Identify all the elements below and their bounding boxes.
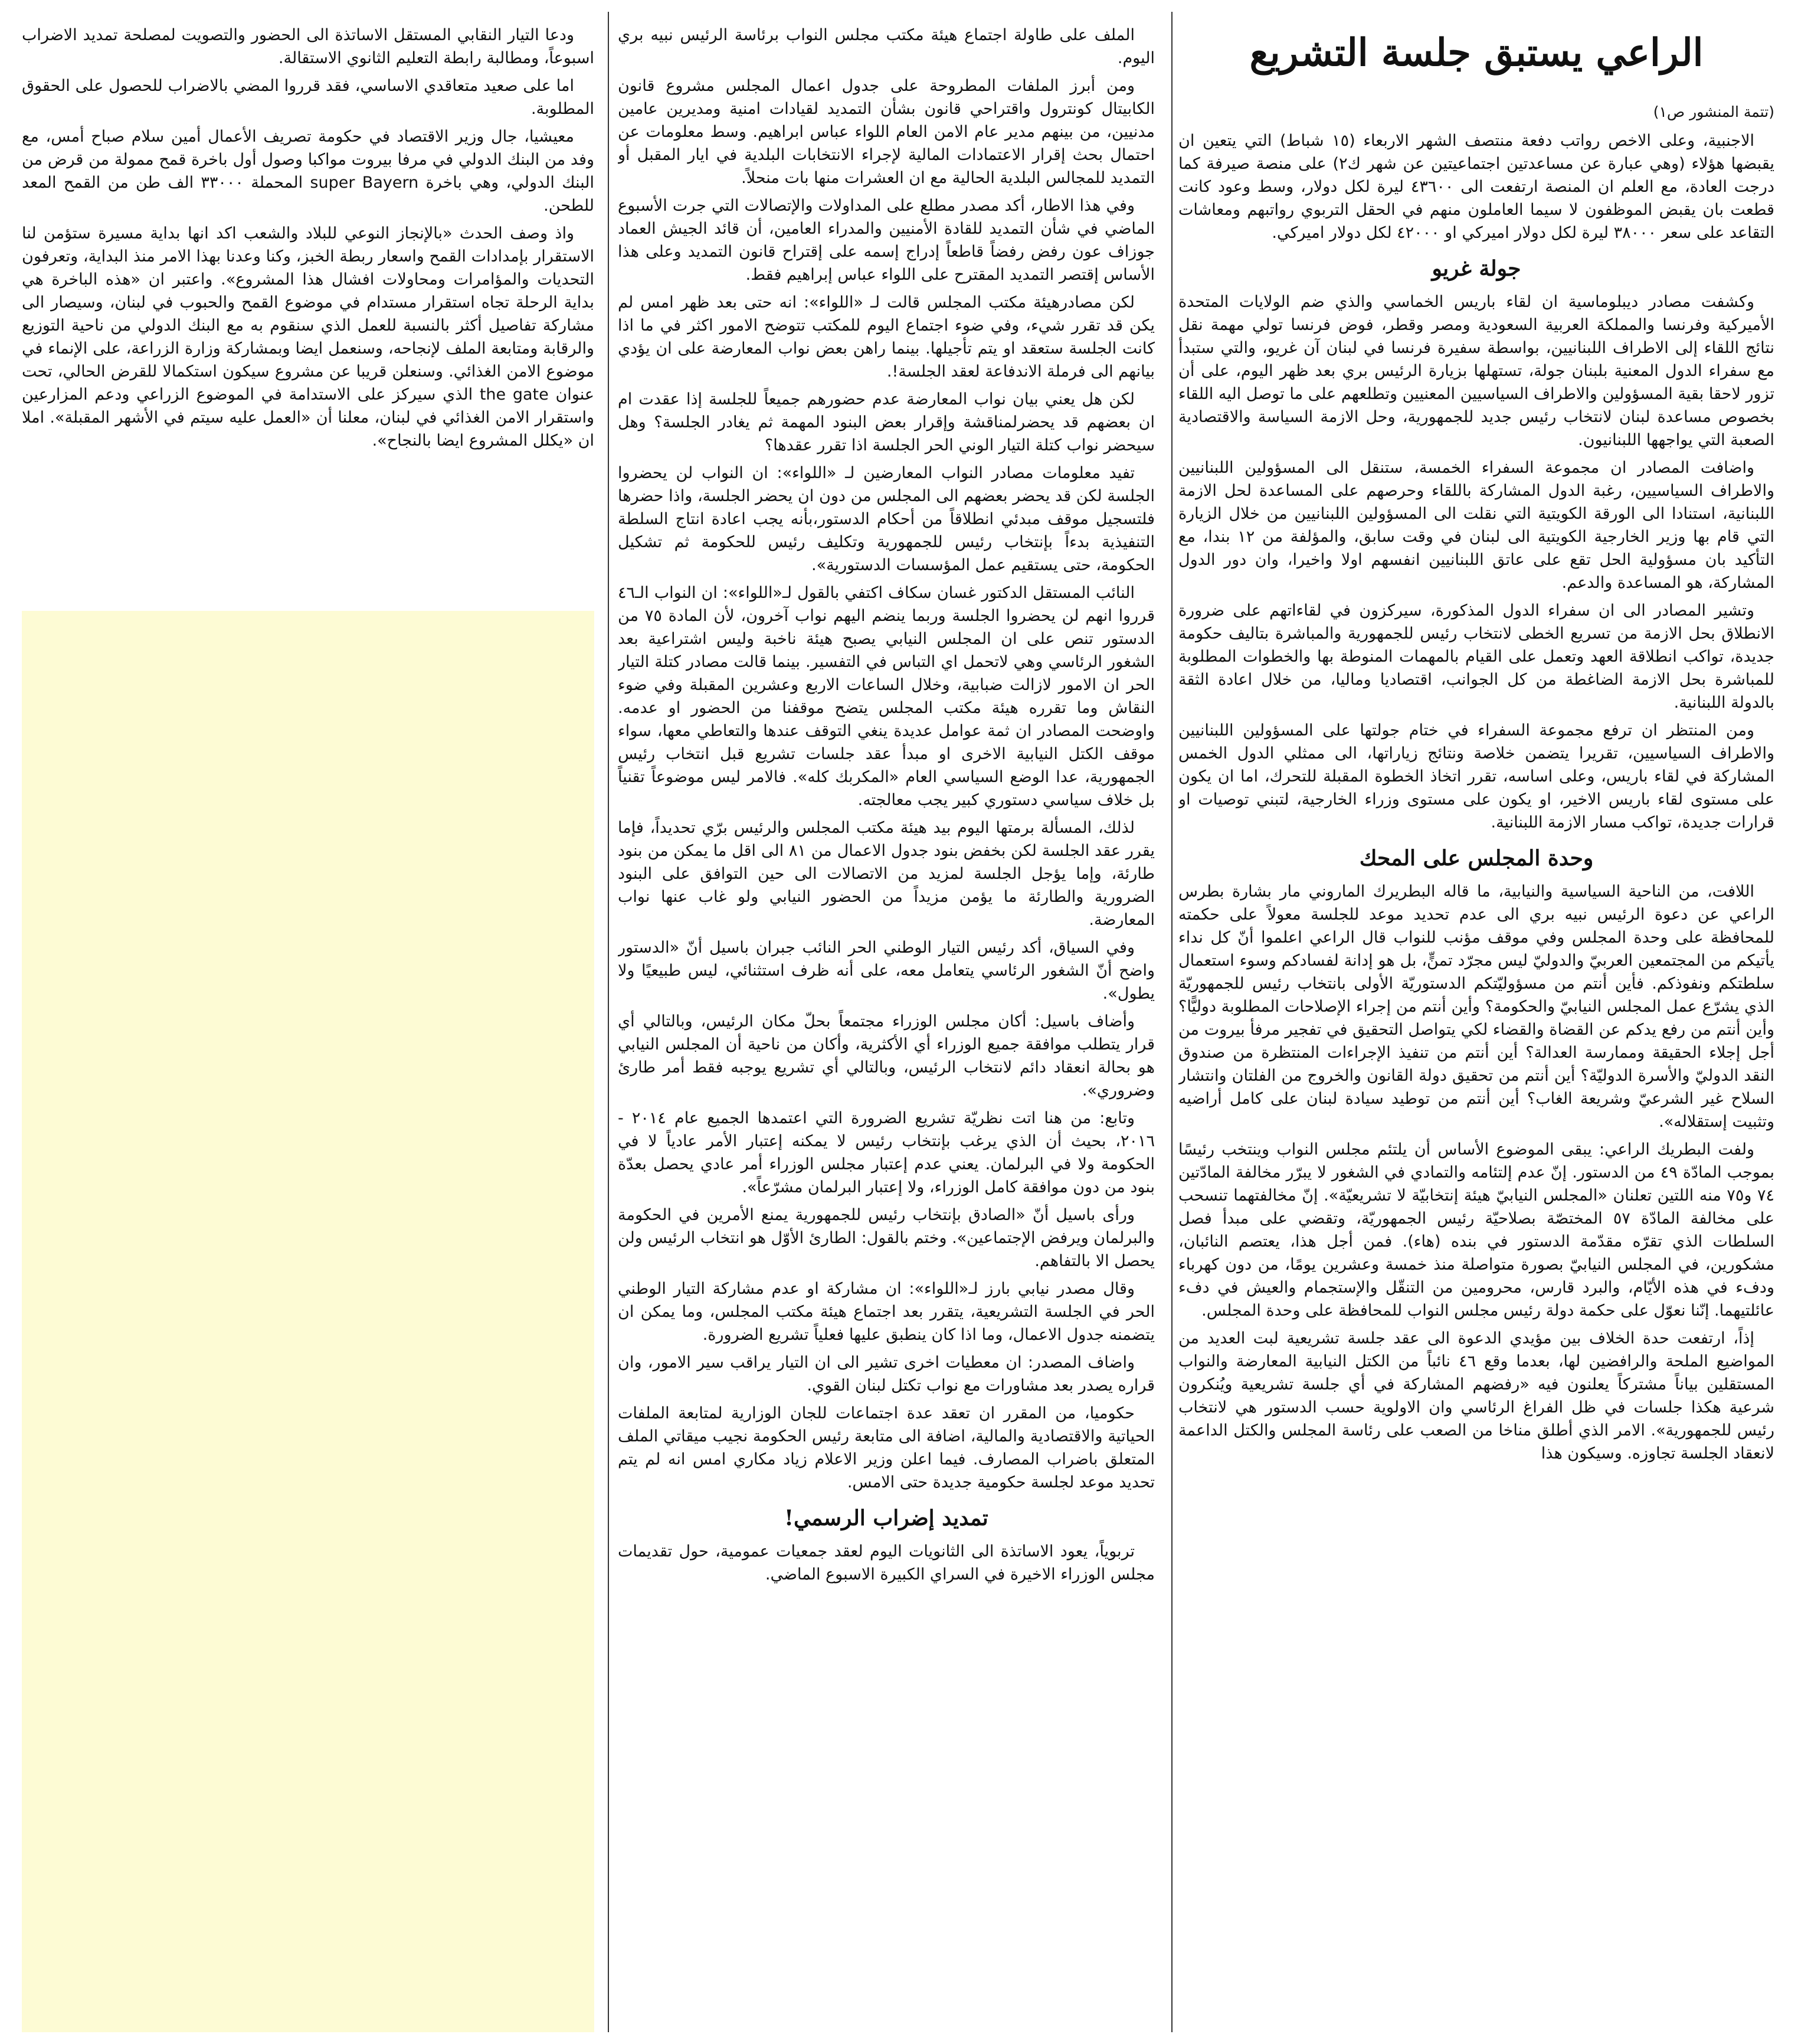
article-column-middle xyxy=(618,24,1155,2032)
subheading: وحدة المجلس على المحك xyxy=(1359,846,1594,871)
paragraph: الاجنبية، وعلى الاخص رواتب دفعة منتصف الشهر الاربعاء (١٥ شباط) التي يتعين ان يقبضها هؤلاء (وهي عبارة عن مساعدتين اجتماعيتين عن شهر ك٢) على منصة صيرفة كما درجت العادة، مع العلم ان المنصة ارتفعت الى ٤٣٦٠٠ ليرة لكل دولار، وسط وعود كانت قطعت بان يقبض الموظفون لا سيما العاملون منهم في الحقل التربوي رواتبهم ومعاشات التقاعد على سعر ٣٨٠٠٠ ليرة لكل دولار اميركي او ٤٢٠٠٠ لكل دولار اميركي. xyxy=(1178,132,1774,242)
column-rule-left xyxy=(608,12,609,2032)
paragraph: معيشيا، جال وزير الاقتصاد في حكومة تصريف الأعمال أمين سلام صباح أمس، مع وفد من البنك الدولي في مرفا بيروت مواكبا وصول أول باخرة قمح ممولة من قرض من البنك الدولي، وهي باخرة super Bayern المحملة ٣٣٠٠٠ الف طن من القمح المعد للطحن. xyxy=(22,127,594,215)
paragraph: وفي السياق، أكد رئيس التيار الوطني الحر النائب جبران باسيل أنّ «الدستور واضح أنّ الشغور الرئاسي يتعامل معه، على أنه ظرف استثنائي، ليس طبيعيًا ولا يطول». xyxy=(618,938,1155,1003)
paragraph: ولفت البطريك الراعي: يبقى الموضوع الأساس أن يلتئم مجلس النواب وينتخب رئيسًا بموجب المادّة ٤٩ من الدستور. إنّ عدم إلتئامه والتمادي في الشغور لا يبرّر مخالفة المادّتين ٧٤ و٧٥ منه اللتين تعلنان «المجلس النيابيّ هيئة إنتخابيّة لا تشريعيّة». إنّ مخالفتهما تنسحب على مخالفة المادّة ٥٧ المختصّة بصلاحيّة رئيس الجمهوريّة، وتقضي على مبدأ فصل السلطات الذي تقرّه مقدّمة الدستور في بنده (هاء). فمن أجل هذا، يعتصم النائبان، مشكورين، في المجلس النيابيّ بصورة متواصلة منذ خمسة وعشرين يومًا، من دون كهرباء ودفء في هذه الأيّام، والبرد قارس، محرومين من التنقّل والإستجمام والعيش في دفء عائلتيهما. إنّنا نعوّل على حكمة دولة رئيس مجلس النواب للمحافظة على وحدة المجلس. xyxy=(1178,1140,1774,1320)
paragraph: اما على صعيد متعاقدي الاساسي، فقد قرروا المضي بالاضراب للحصول على الحقوق المطلوبة. xyxy=(22,77,594,118)
paragraph: وأضاف باسيل: أكان مجلس الوزراء مجتمعاً بحلّ مكان الرئيس، وبالتالي أي قرار يتطلب موافقة جميع الوزراء أي الأكثرية، وأكان من ناحية أن المجلس النيابي هو بحالة انعقاد دائم لانتخاب الرئيس، وبالتالي أي تشريع يوجبه فقط أمر طارئ وضروري». xyxy=(618,1012,1155,1100)
headline: الراعي يستبق جلسة التشريع xyxy=(1249,31,1704,75)
paragraph: ومن أبرز الملفات المطروحة على جدول اعمال المجلس مشروع قانون الكابيتال كونترول واقتراحي قانون بشأن التمديد لقيادات امنية ومديرين عامين مدنيين، من بينهم مدير عام الامن العام اللواء عباس ابراهيم. وسط معلومات عن احتمال بحث إقرار الاعتمادات المالية لإجراء الانتخابات البلدية في ايار المقبل أو التمديد للمجالس البلدية الحالية مع ان العشرات منها بات منحلاً. xyxy=(618,77,1155,187)
article-column-left xyxy=(22,24,594,614)
subheading: تمديد إضراب الرسمي! xyxy=(784,1506,988,1530)
paragraph: النائب المستقل الدكتور غسان سكاف اكتفي بالقول لـ«اللواء»: ان النواب الـ٤٦ قرروا انهم لن يحضروا الجلسة وربما ينضم اليهم نواب آخرون، لأن المادة ٧٥ من الدستور تنص على ان المجلس النيابي يصبح هيئة ناخبة وليس اشتراعية بعد الشغور الرئاسي وهي لاتحمل اي التباس في التفسير. بينما قالت مصادر كتلة التيار الحر ان الامور لازالت ضبابية، وخلال الساعات الاربع وعشرين المقبلة وفي ضوء النقاش وما تقرره هيئة مكتب المجلس يتضح موقفنا من الحضور او عدمه. واوضحت المصادر ان ثمة عوامل عديدة ينغي التوقف عندها والتعاطي معها، سواء موقف الكتل النيابية الاخرى او مبدأ عقد جلسات تشريع قبل انتخاب رئيس الجمهورية، عدا الوضع السياسي العام «المكربك كله». فالامر ليس موضوعاً تقنياً بل خلاف سياسي دستوري كبير يجب معالجته. xyxy=(618,584,1155,809)
column-rule-right xyxy=(1171,12,1173,2032)
paragraph: ودعا التيار النقابي المستقل الاساتذة الى الحضور والتصويت لمصلحة تمديد الاضراب اسبوعاً، ومطالبة رابطة التعليم الثانوي الاستقالة. xyxy=(22,26,594,67)
paragraph: ومن المنتظر ان ترفع مجموعة السفراء في ختام جولتها على المسؤولين اللبنانيين والاطراف السياسيين، تقريرا يتضمن خلاصة ونتائج زياراتها، الى ممثلي الدول الخمس المشاركة في لقاء باريس، وعلى اساسه، تقرر اتخاذ الخطوة المقبلة للتحرك، اما ان يكون على مستوى لقاء باريس الاخير، او يكون على مستوى وزراء الخارجية، لتبني توصيات او قرارات جديدة، تواكب مسار الازمة اللبنانية. xyxy=(1178,721,1774,832)
paragraph: وفي هذا الاطار، أكد مصدر مطلع على المداولات والإتصالات التي جرت الأسبوع الماضي في شأن التمديد للقادة الأمنيين والمدراء العامين، أن قائد الجيش العماد جوزاف عون رفض رفضاً قاطعاً إدراج إسمه على إقتراح قانون التمديد وعلى هذا الأساس إقتصر التمديد المقترح على اللواء عباس إبراهيم فقط. xyxy=(618,197,1155,284)
paragraph: إذاً، ارتفعت حدة الخلاف بين مؤيدي الدعوة الى عقد جلسة تشريعية لبت العديد من المواضيع الملحة والرافضين لها، بعدما وقع ٤٦ نائباً من الكتل النيابية المعارضة والنواب المستقلين بياناً مشتركاً يعلنون فيه «رفضهم المشاركة في أي جلسة تشريعية ويُنكرون شرعية هكذا جلسات في ظل الفراغ الرئاسي وان الاولوية حسب الدستور هي لانتخاب رئيس للجمهورية». الامر الذي أطلق مناخا من الصعب على رئاسة المجلس والكتل الداعمة لانعقاد الجلسة تجاوزه. وسيكون هذا xyxy=(1178,1329,1774,1463)
paragraph: اللافت، من الناحية السياسية والنيابية، ما قاله البطريرك الماروني مار بشارة بطرس الراعي عن دعوة الرئيس نبيه بري الى عدم تحديد موعد للجلسة معولاً على حكمته للمحافظة على وحدة المجلس وفي موقف مؤنب للنواب قال الراعي اعلموا أنّ كل نداء يأتيكم من المجتمعين العربيّ والدوليّ ليس مجرّد تمنٍّ، بل هو إدانة لفسادكم وسوء استعمال سلطتكم ونفوذكم. فأين أنتم من مسؤوليّتكم الدستوريّة الأولى بانتخاب رئيس للجمهوريّة الذي يشرّع عمل المجلس النيابيّ والحكومة؟ وأين أنتم من إجراء الإصلاحات المطلوبة دوليًّا؟ وأين أنتم من رفع يدكم عن القضاة والقضاء لكي يتواصل التحقيق في تفجير مرفأ بيروت من أجل إجلاء الحقيقة وممارسة العدالة؟ أين أنتم من تنفيذ الإجراءات المنتظرة من صندوق النقد الدوليّ والأسرة الدوليّة؟ أين أنتم من تحقيق دولة القانون والخروج من الفلتان وانتشار السلاح غير الشرعيّ وشريعة الغاب؟ أين أنتم من توطيد سيادة لبنان على كامل أراضيه وتثبيت إستقلاله». xyxy=(1178,882,1774,1131)
paragraph: لذلك، المسألة برمتها اليوم بيد هيئة مكتب المجلس والرئيس برّي تحديداً، فإما يقرر عقد الجلسة لكن بخفض بنود جدول الاعمال من ٨١ الى اقل ما يمكن من بنود طارئة، وإما يؤجل الجلسة لمزيد من الاتصالات الى حين التوافق على البنود الضرورية والطارئة ما يؤمن مزيداً من الحضور النيابي ولو غاب عنها نواب المعارضة. xyxy=(618,819,1155,929)
paragraph: تفيد معلومات مصادر النواب المعارضين لـ «اللواء»: ان النواب لن يحضروا الجلسة لكن قد يحضر بعضهم الى المجلس من دون ان يحضر الجلسة، واذا حضرها فلتسجيل موقف مبدئي انطلاقاً من أحكام الدستور،بأنه يجب اعادة انتاج السلطة التنفيذية بدءاً بإنتخاب رئيس للجمهورية وتكليف رئيس للحكومة ثم تشكيل الحكومة، حتى يستقيم عمل المؤسسات الدستورية». xyxy=(618,464,1155,574)
paragraph: الملف على طاولة اجتماع هيئة مكتب مجلس النواب برئاسة الرئيس نبيه بري اليوم. xyxy=(618,26,1155,67)
continuation-note: (تتمة المنشور ص١) xyxy=(1653,103,1774,120)
paragraph: تربوياً، يعود الاساتذة الى الثانويات اليوم لعقد جمعيات عمومية، حول تقديمات مجلس الوزراء الاخيرة في السراي الكبيرة الاسبوع الماضي. xyxy=(618,1542,1155,1584)
highlight-area xyxy=(22,611,594,2032)
paragraph: واضاف المصدر: ان معطيات اخرى تشير الى ان التيار يراقب سير الامور، وان قراره يصدر بعد مشاورات مع نواب تكتل لبنان القوي. xyxy=(618,1353,1155,1395)
paragraph: واضافت المصادر ان مجموعة السفراء الخمسة، ستنقل الى المسؤولين اللبنانيين والاطراف السياسيين، رغبة الدول المشاركة باللقاء وحرصهم على المساعدة لحل الازمة اللبنانية، استنادا الى الورقة الكويتية التي نقلت الى المسؤولين اللبنانيين من خلال الزيارة التي قام بها وزير الخارجية الكويتية الى لبنان في وقت سابق، والمؤلفة من ١٢ بندا، مع التأكيد بان مسؤولية الحل تقع على عاتق اللبنانيين انفسهم اولا واخيرا، وان دور الدول المشاركة، هو المساعدة والدعم. xyxy=(1178,459,1774,592)
paragraph: وتابع: من هنا اتت نظريّة تشريع الضرورة التي اعتمدها الجميع عام ٢٠١٤ - ٢٠١٦، بحيث أن الذي يرغب بإنتخاب رئيس لا يمكنه إعتبار الأمر عادياً لا في الحكومة ولا في البرلمان. يعني عدم إعتبار مجلس الوزراء أمر عادي يحصل بعدّة بنود من دون موافقة كامل الوزراء، ولا إعتبار البرلمان مشرّعاً». xyxy=(618,1109,1155,1196)
paragraph: لكن مصادرهيئة مكتب المجلس قالت لـ «اللواء»: انه حتى بعد ظهر امس لم يكن قد تقرر شيء، وفي ضوء اجتماع اليوم للمكتب تتوضح الامور اكثر في ما اذا كانت الجلسة ستعقد او يتم تأجيلها. بينما راهن بعض نواب المعارضة على ان يؤدي بيانهم الى فرملة الاندفاعة لعقد الجلسة!. xyxy=(618,293,1155,381)
paragraph: وقال مصدر نيابي بارز لـ«اللواء»: ان مشاركة او عدم مشاركة التيار الوطني الحر في الجلسة التشريعية، يتقرر بعد اجتماع هيئة مكتب المجلس، وما يمكن ان يتضمنه جدول الاعمال، وما اذا كان ينطبق عليها فعلياً تشريع الضرورة. xyxy=(618,1280,1155,1344)
article-column-right xyxy=(1178,24,1774,2032)
paragraph: وكشفت مصادر ديبلوماسية ان لقاء باريس الخماسي والذي ضم الولايات المتحدة الأميركية وفرنسا والمملكة العربية السعودية ومصر وقطر، فوض فرنسا تولي مهمة نقل نتائج اللقاء إلى الاطراف اللبنانيين، بواسطة سفيرة فرنسا في لبنان آن غريو، والتي ستبدأ مع سفراء الدول المعنية بلبنان جولة، تستهلها بزيارة الرئيس بري بعد ظهر اليوم، على أن تزور لاحقا بقية المسؤولين والاطراف السياسيين المعنيين وتطلعهم على ما توصل اليه اللقاء بخصوص مساعدة لبنان لانتخاب رئيس جديد للجمهورية، وحل الازمة السياسة والاقتصادية الصعبة التي يواجهها اللبنانيون. xyxy=(1178,293,1774,449)
paragraph: حكوميا، من المقرر ان تعقد عدة اجتماعات للجان الوزارية لمتابعة الملفات الحياتية والاقتصادية والمالية، اضافة الى متابعة رئيس الحكومة نجيب ميقاتي الملف المتعلق باضراب المصارف. فيما اعلن وزير الاعلام زياد مكاري امس انه لم يتم تحديد موعد لجلسة حكومية جديدة حتى الامس. xyxy=(618,1404,1155,1492)
subheading: جولة غريو xyxy=(1432,256,1521,281)
paragraph: ورأى باسيل أنّ «الصادق بإنتخاب رئيس للجمهورية يمنع الأمرين في الحكومة والبرلمان ويرفض الإجتماعين». وختم بالقول: الطارئ الأوّل هو انتخاب الرئيس ولن يحصل الا بالتفاهم. xyxy=(618,1206,1155,1270)
paragraph: واذ وصف الحدث «بالإنجاز النوعي للبلاد والشعب اكد انها بداية مسيرة ستؤمن لنا الاستقرار بإمدادات القمح واسعار ربطة الخبز، وكنا وعدنا بهذا الامر منذ البداية، وتعرفون التحديات والمؤامرات ومحاولات افشال هذا المشروع». واعتبر ان «هذه الباخرة هي بداية الرحلة تجاه استقرار مستدام في موضوع القمح والحبوب في لبنان، وسيصار الى مشاركة تفاصيل أكثر بالنسبة للعمل الذي سنقوم به مع البنك الدولي من ناحية التوزيع والرقابة ومتابعة الملف لإنجاحه، وسنعمل ايضا وبمشاركة وزارة الزراعة، على الإنماء في موضوع الامن الغذائي. وسنعلن قريبا عن مشروع سيكون استكمالا للقرض الحالي، تحت عنوان the gate الذي سيركز على الاستدامة في الموضوع الزراعي ودعم المزارعين واستقرار الامن الغذائي في لبنان، معلنا أن «العمل عليه سيتم في الأشهر المقبلة». املا ان «يكلل المشروع ايضا بالنجاح». xyxy=(22,224,594,450)
paragraph: وتشير المصادر الى ان سفراء الدول المذكورة، سيركزون في لقاءاتهم على ضرورة الانطلاق بحل الازمة من تسريع الخطى لانتخاب رئيس للجمهورية والمباشرة بتاليف حكومة جديدة، تواكب انطلاقة العهد وتعمل على القيام بالمهمات المنوطة بها والخطوات المطلوبة للمباشرة بحل الازمة الضاغطة من كل الجوانب، اقتصاديا وماليا، من خلال اعادة الثقة بالدولة اللبنانية. xyxy=(1178,601,1774,712)
paragraph: لكن هل يعني بيان نواب المعارضة عدم حضورهم جميعاً للجلسة إذا عقدت ام ان بعضهم قد يحضرلمناقشة وإقرار بعض البنود المهمة ثم يغادر الجلسة؟ وهل سيحضر نواب كتلة التيار الوني الحر الجلسة اذا تقرر عقدها؟ xyxy=(618,390,1155,454)
